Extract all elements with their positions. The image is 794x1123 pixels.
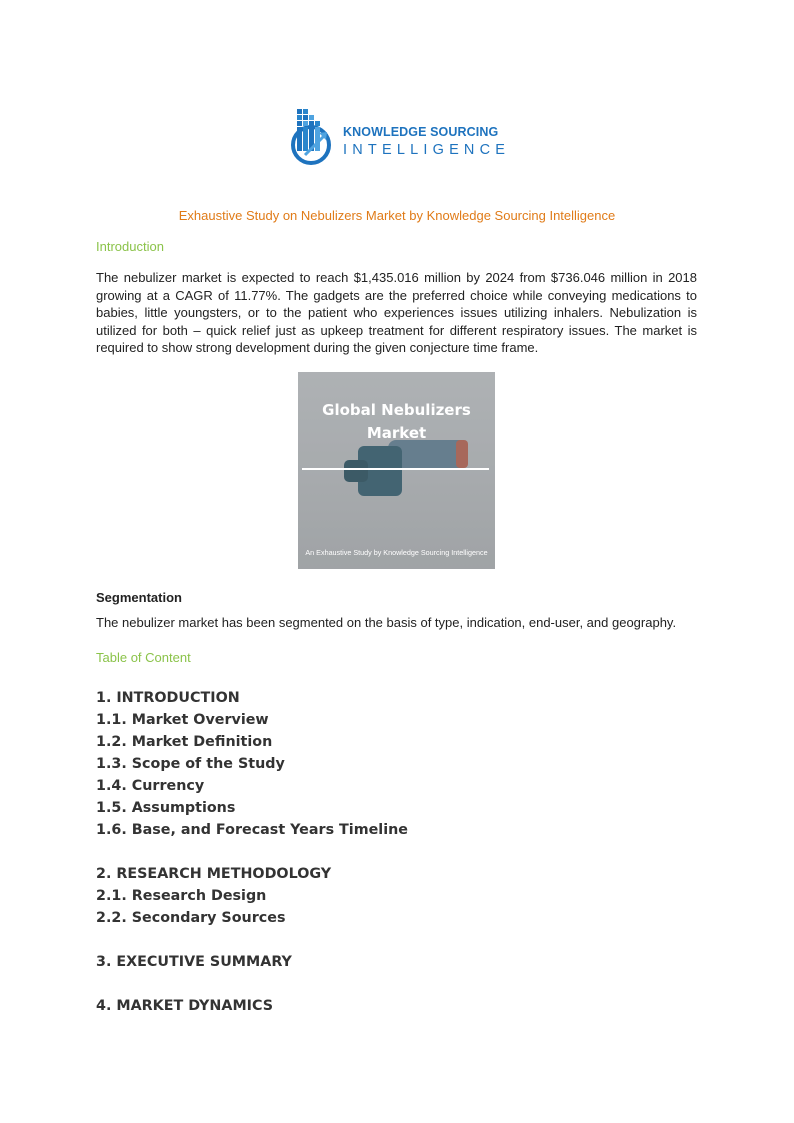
toc-item[interactable]: 2.1. Research Design [96,888,267,904]
toc-item[interactable]: 1. INTRODUCTION [96,690,240,706]
cover-caption: An Exhaustive Study by Knowledge Sourcing Intelligence [305,548,488,557]
toc-item[interactable]: 2. RESEARCH METHODOLOGY [96,866,332,882]
toc-item[interactable]: 1.5. Assumptions [96,800,236,816]
segmentation-heading: Segmentation [96,590,182,605]
toc-group-1 [96,687,408,841]
toc-item[interactable]: 1.1. Market Overview [96,712,269,728]
toc-group-2 [96,863,331,929]
company-logo [291,105,511,167]
logo-text-line1: KNOWLEDGE SOURCING [343,125,499,139]
introduction-paragraph: The nebulizer market is expected to reach $1,435.016 million by 2024 from $736.046 million in 2018 growing at a CAGR of 11.77%. The gadgets are the preferred choice while conveying medications to babies, little youngsters, or to the patient who experiences issues utilizing inhalers. Nebulization is utilized for both – quick relief just as upkeep treatment for different respiratory issues. The market is required to show strong development during the given conjecture time frame. [96,270,697,355]
segmentation-paragraph: The nebulizer market has been segmented on the basis of type, indication, end-user, and geography. [96,615,677,630]
toc-item[interactable]: 1.2. Market Definition [96,734,273,750]
introduction-heading: Introduction [96,239,164,254]
toc-item[interactable]: 1.4. Currency [96,778,205,794]
toc-item[interactable]: 1.6. Base, and Forecast Years Timeline [96,822,408,838]
toc-item[interactable]: 1.3. Scope of the Study [96,756,285,772]
toc-item[interactable]: 3. EXECUTIVE SUMMARY [96,954,292,970]
logo-text-line2: INTELLIGENCE [343,142,511,158]
cover-title-line1: Global Nebulizers [322,401,471,419]
toc-group-3 [96,951,292,973]
ksi-building-icon [291,105,339,167]
market-cover-image [298,372,495,569]
toc-heading: Table of Content [96,650,191,665]
cover-title [298,399,495,445]
cover-title-line2: Market [366,424,427,442]
toc-item[interactable]: 2.2. Secondary Sources [96,910,286,926]
toc-item[interactable]: 4. MARKET DYNAMICS [96,998,274,1014]
document-title: Exhaustive Study on Nebulizers Market by Knowledge Sourcing Intelligence [178,208,616,223]
cover-divider [302,468,489,470]
toc-group-4 [96,995,273,1017]
